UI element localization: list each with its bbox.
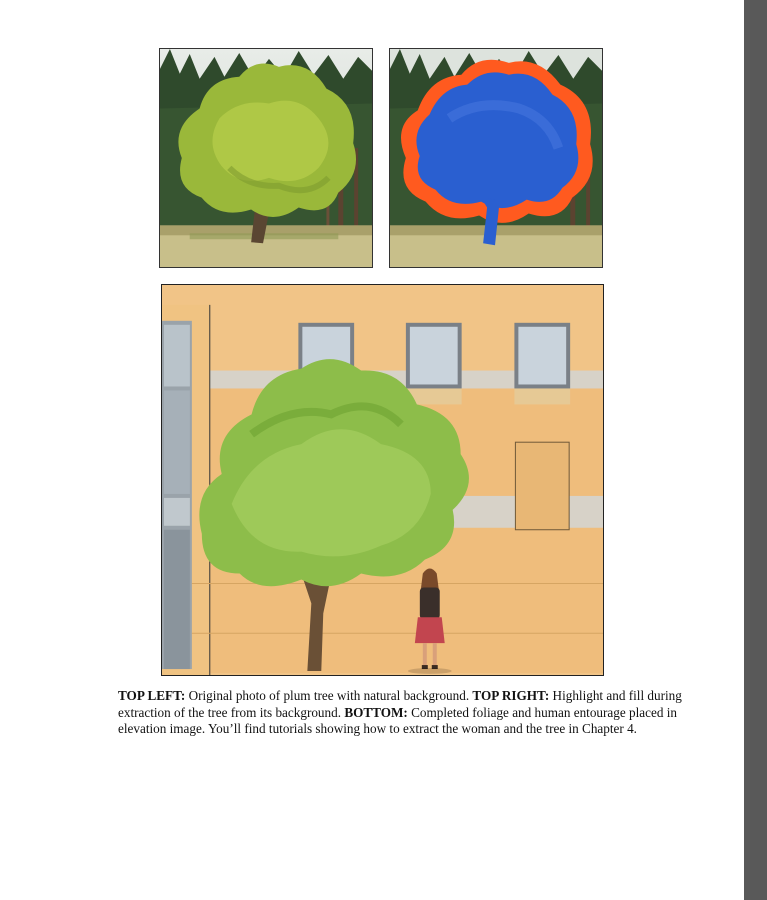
figure-caption xyxy=(118,688,708,738)
bottom-elevation-image xyxy=(161,284,604,676)
caption-text-top-left: Original photo of plum tree with natural background. xyxy=(185,688,473,703)
top-left-tree-photo xyxy=(159,48,373,268)
caption-label-top-right: TOP RIGHT: xyxy=(472,688,550,703)
scrollbar[interactable] xyxy=(744,0,767,900)
caption-text-top-right: Highlight and fill during extraction of the tree from its background. xyxy=(118,688,682,720)
top-right-extraction-image xyxy=(389,48,603,268)
caption-label-bottom: BOTTOM: xyxy=(344,704,408,720)
caption-label-top-left: TOP LEFT: xyxy=(118,688,186,703)
caption-text-bottom: Completed foliage and human entourage placed in elevation image. You’ll find tutorials showing how to extract the woman and the tree in Chapter 4. xyxy=(118,704,677,736)
